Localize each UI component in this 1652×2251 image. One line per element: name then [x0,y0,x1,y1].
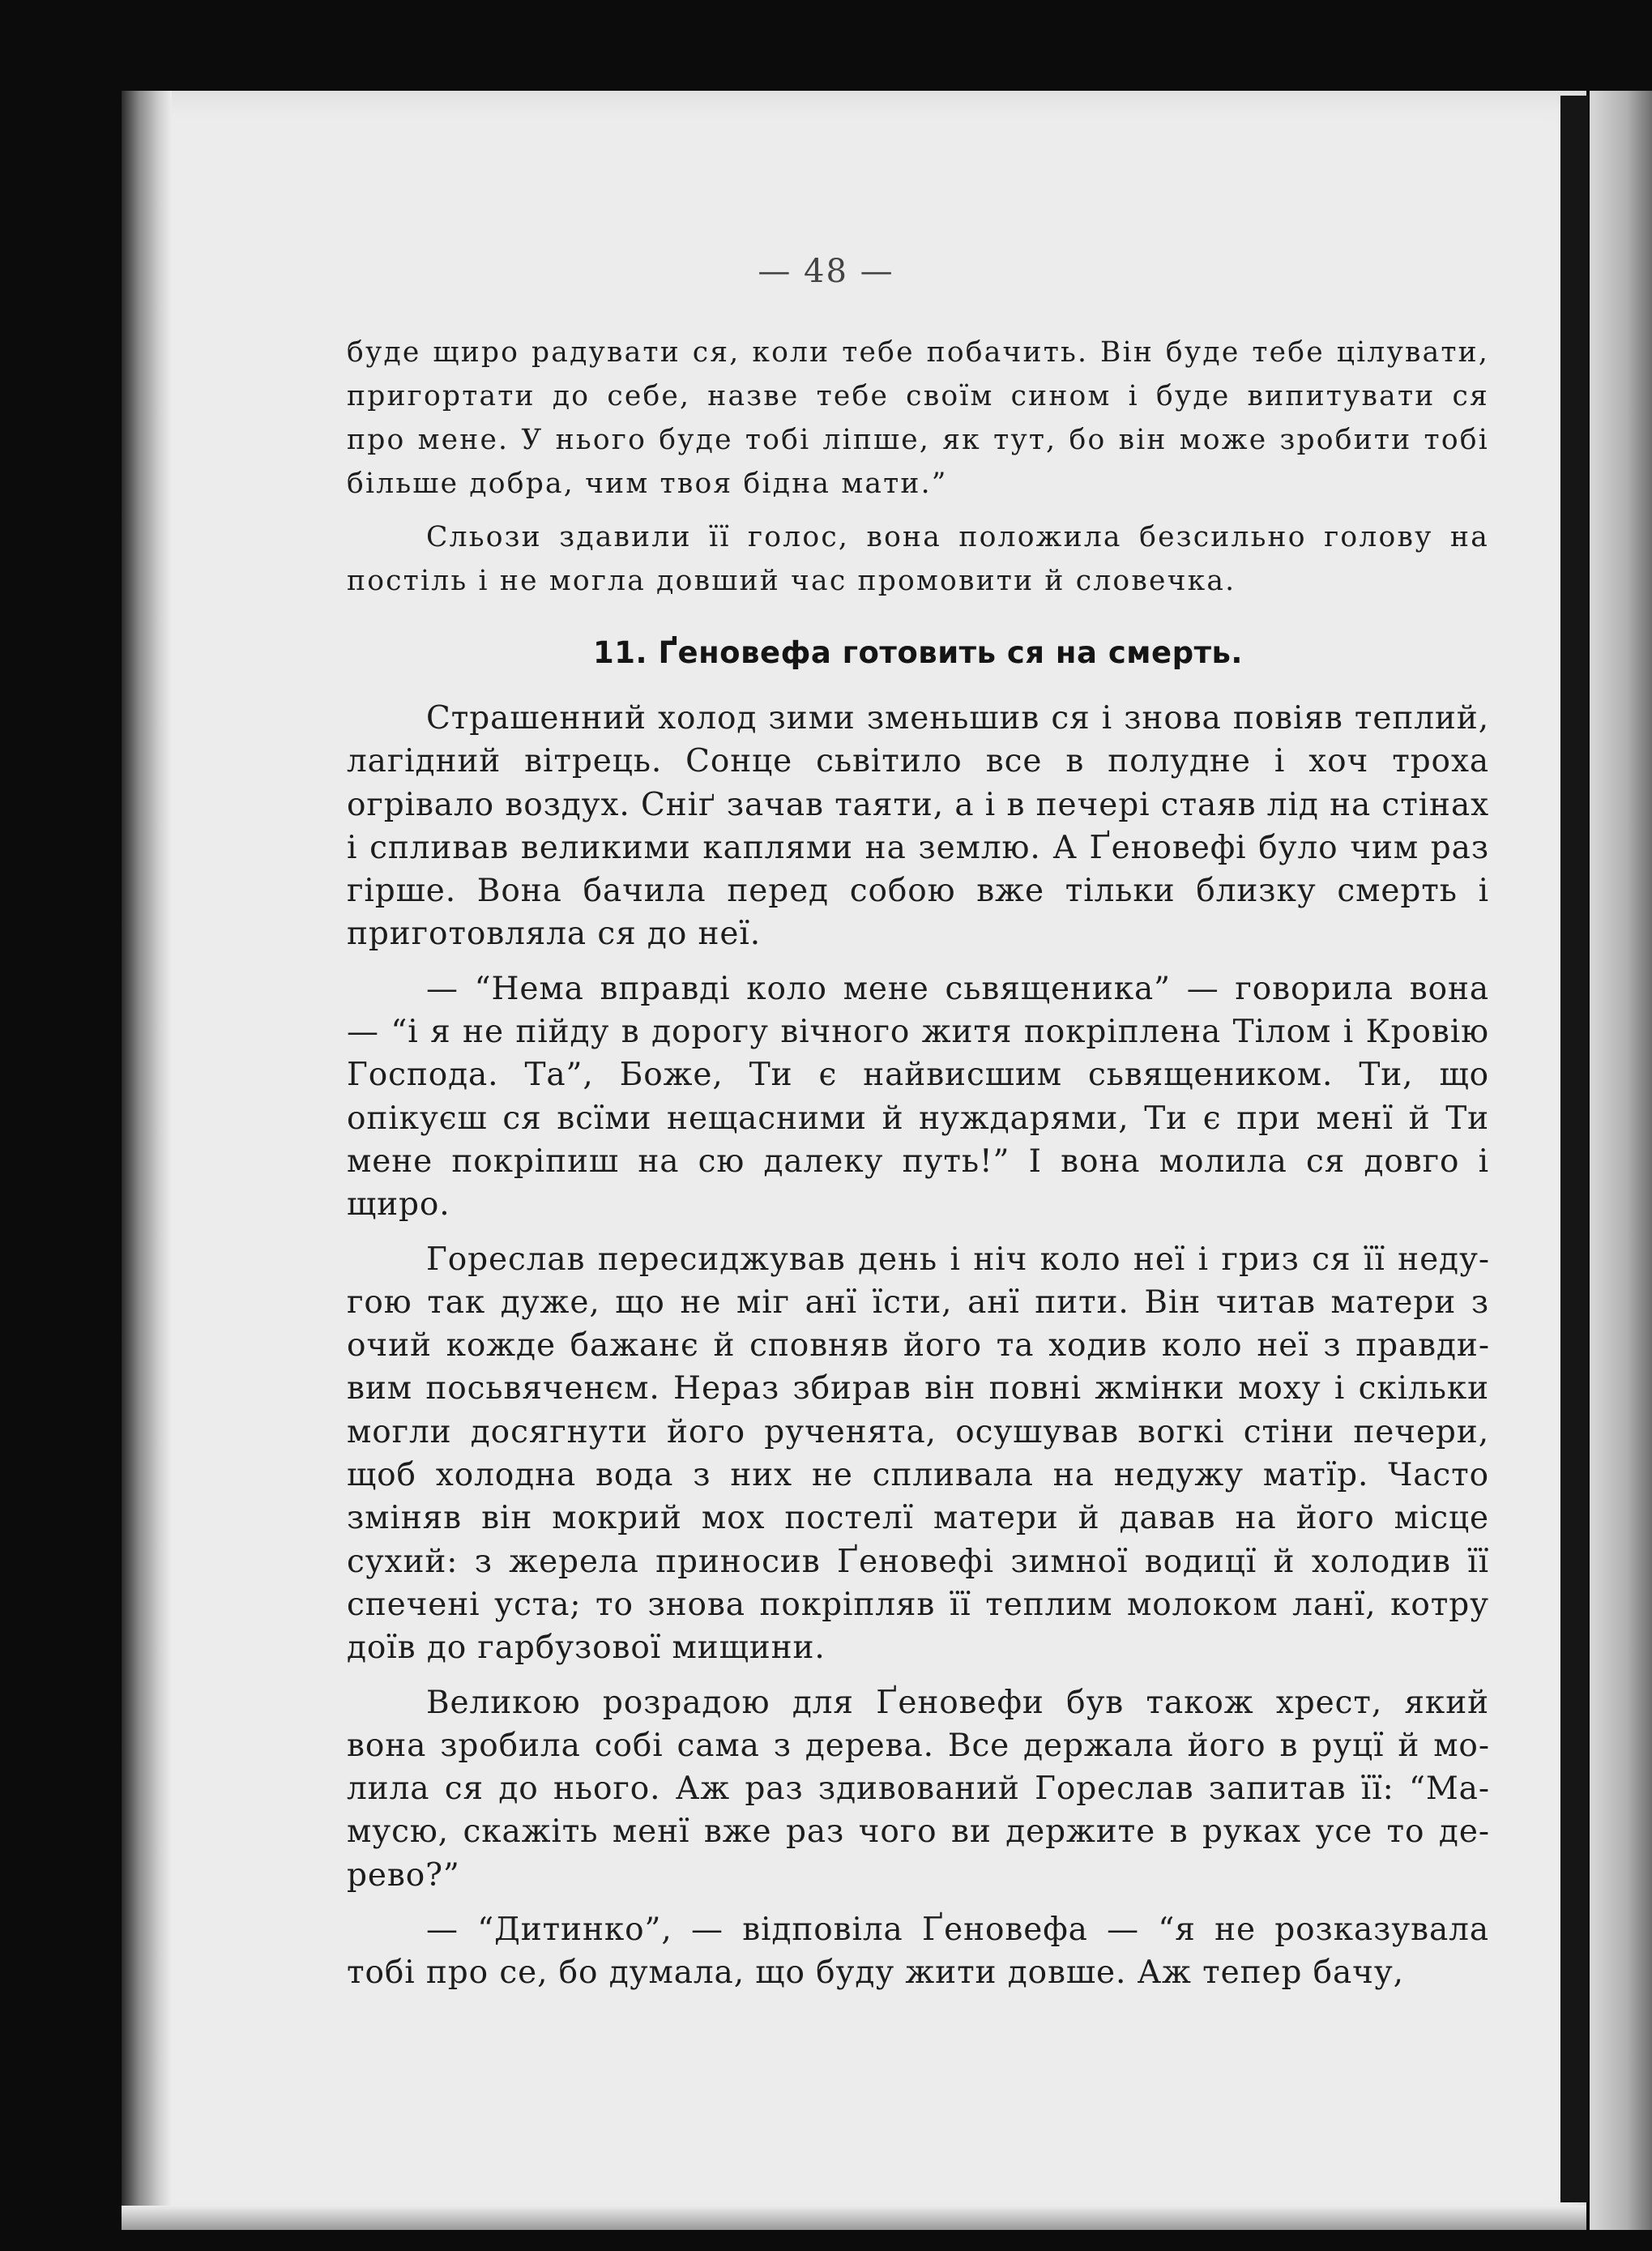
paragraph: Сльози здавили її голос, вона положила безсильно голову на постіль і не могла довший час промовити й словечка. [347,521,1489,597]
body-text [347,331,1489,1995]
paragraph: Великою розрадою для Ґеновефи був також хрест, який вона зробила собі сама з дерева. Все держала його в руцї й молила ся до нього. Аж раз здивований Горeслав запитав її: “Мамусю, скажіть менї вже раз чого ви держите в руках усе то дерево?” [347,1684,1489,1894]
page-bottom-shadow [122,2206,1586,2230]
section-heading: 11. Ґеновефа готовить ся на смерть. [593,635,1243,670]
paragraph-continued: буде щиро радувати ся, коли тебе побачить. Він буде тебе цілувати, пригортати до себе, назве тебе своїм сином і буде випитувати ся про мене. У нього буде тобі ліпше, як тут, бо він може зробити тобі більше добра, чим твоя бідна мати.” [347,336,1489,500]
page-left-shadow [122,91,172,2230]
adjacent-page-edge [1590,91,1652,2230]
book-binding [1560,96,1588,2202]
paragraph: — “Нема вправді коло мене сьвященика” — говорила вона — “і я не пійду в дорогу вічного житя покріплена Тілом і Кровію Господа. Та”, Боже, Ти є найвисшим сьвящеником. Ти, що опікуєш ся всїми нещасними й нуждарями, Ти є при менї й Ти мене покріпиш на сю далеку путь!” І вона молила ся довго і щиро. [347,970,1489,1224]
page-number: — 48 — [758,253,894,290]
paragraph: Горeслав пересиджував день і ніч коло неї і гриз ся її недугою так дуже, що не міг анї їсти, анї пити. Він читав матери з очий кожде бажанє й сповняв його та ходив коло неї з правдивим посьвяченєм. Нераз збирав він повні жмінки моху і скільки могли досягнути його рученята, осушував вогкі стіни печери, щоб холодна вода з них не спливала на недужу матїр. Часто зміняв він мокрий мох постелї матери й давав на його місце сухий: з жерела приносив Ґеновефі зимної водицї й холодив її спечені уста; то знова покріпляв її теплим молоком ланї, котру доїв до гарбузової мищини. [347,1241,1489,1667]
paragraph: Страшенний холод зими зменьшив ся і знова повіяв теплий, лагідний вітрець. Сонце сьвітило все в полудне і хоч троха огрівало воздух. Сніґ зачав таяти, а і в печері стаяв лід на стінах і спливав великими каплями на землю. А Ґеновефі було чим раз гірше. Вона бачила перед собою вже тільки близку смерть і приготовляла ся до неї. [347,700,1489,953]
paragraph: — “Дитинко”, — відповіла Ґеновефа — “я не розказувала тобі про се, бо думала, що буду жити довше. Аж тепер бачу, [347,1911,1489,1992]
